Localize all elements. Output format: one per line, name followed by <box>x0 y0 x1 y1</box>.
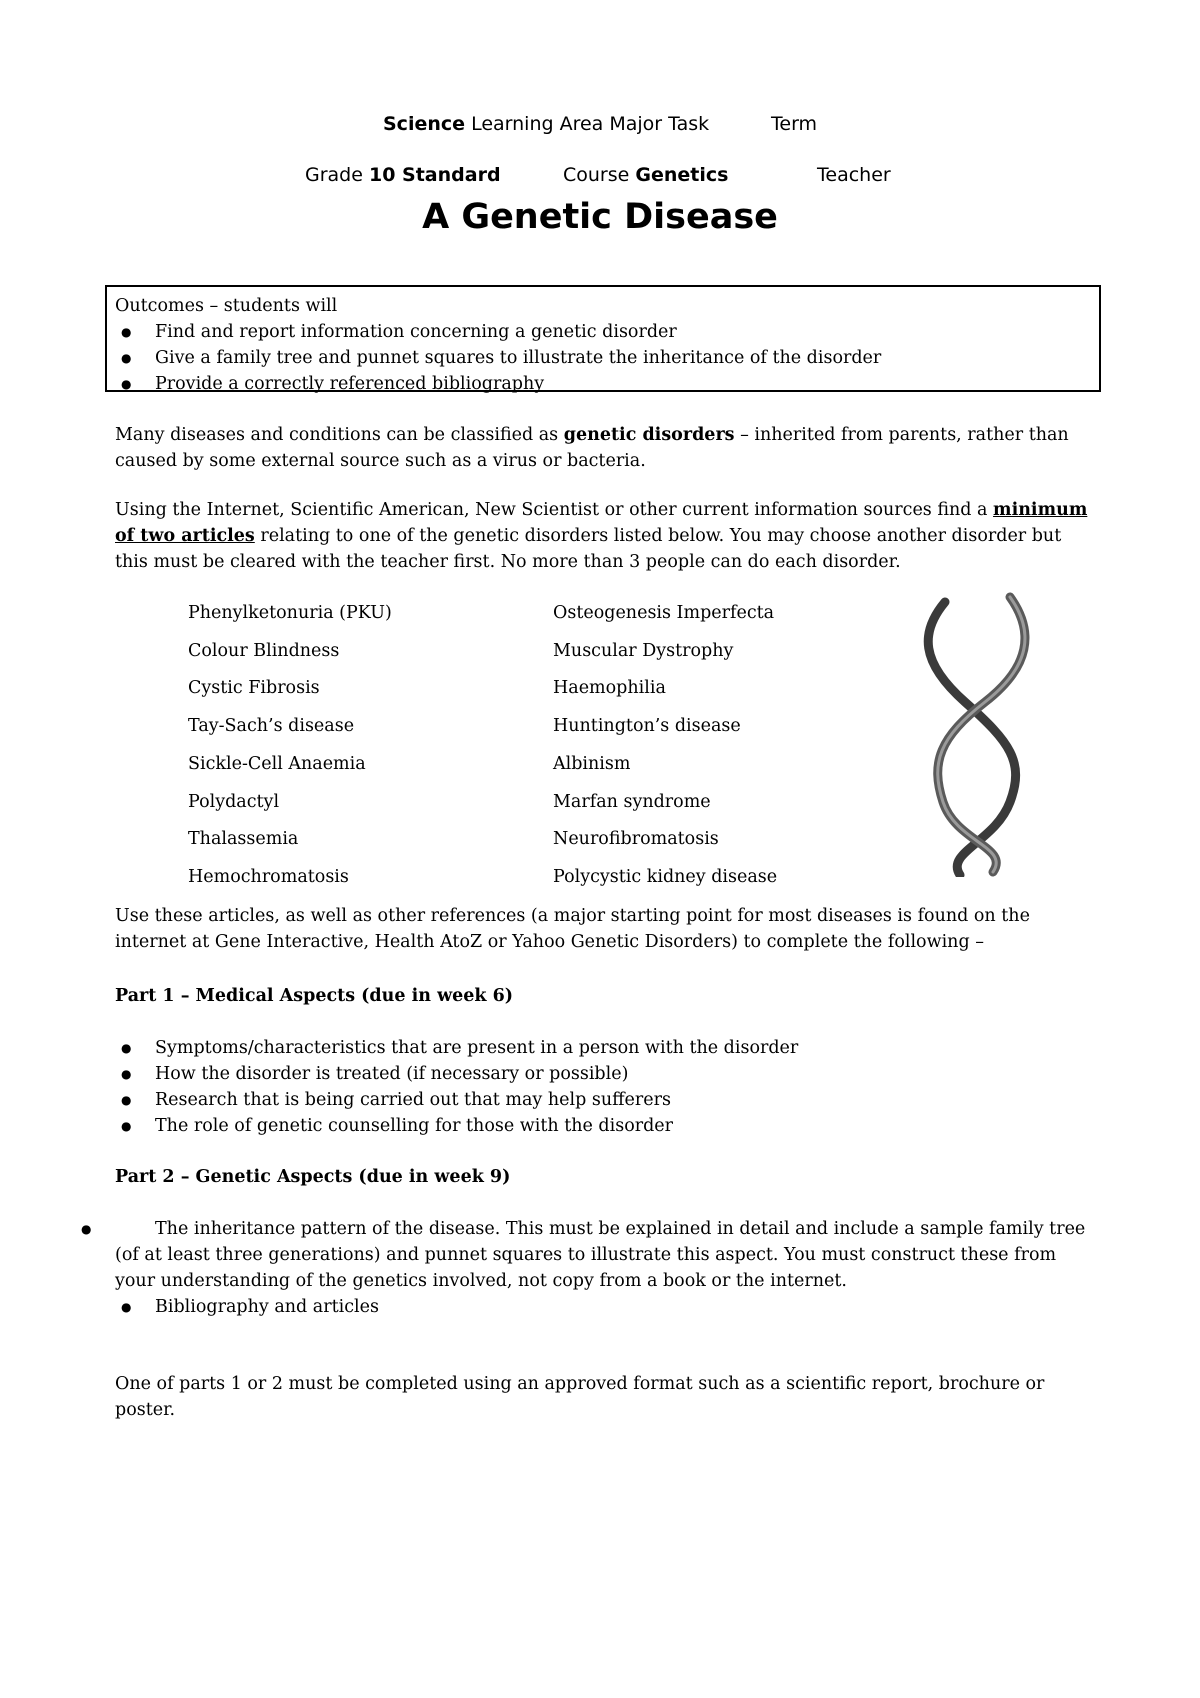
task-type: Learning Area Major Task <box>471 113 710 135</box>
teacher-label: Teacher <box>817 164 891 186</box>
outcomes-heading: Outcomes – students will <box>115 296 338 316</box>
use-articles-paragraph: Use these articles, as well as other references (a major starting point for most diseases is found on the internet at Gene Interactive, Health AtoZ or Yahoo Genetic Disorders) to complete the following – <box>115 906 1030 952</box>
grade-value: 10 Standard <box>368 164 501 186</box>
disorder-item: Thalassemia <box>188 829 299 850</box>
course-label: Course <box>563 164 630 186</box>
page-title: A Genetic Disease <box>422 197 778 237</box>
minimum-articles-emphasis: minimum of two articles <box>115 500 1088 546</box>
part2-item: ● Bibliography and articles <box>115 1294 1100 1320</box>
disorder-item: Polydactyl <box>188 791 280 812</box>
outcome-item: ● Provide a correctly referenced bibliography <box>115 371 1099 397</box>
disorder-item: Marfan syndrome <box>553 791 711 812</box>
disorder-item: Osteogenesis Imperfecta <box>553 603 775 623</box>
disorders-list-right <box>553 595 777 897</box>
dna-helix-icon <box>915 592 1040 877</box>
subject-name: Science <box>383 113 466 135</box>
disorder-item: Muscular Dystrophy <box>553 640 734 661</box>
disorder-item: Albinism <box>553 753 631 774</box>
closing-paragraph: One of parts 1 or 2 must be completed using an approved format such as a scientific report, brochure or poster. <box>115 1374 1045 1420</box>
grade-field <box>305 164 501 186</box>
genetic-disorders-term: genetic disorders <box>563 425 735 445</box>
course-field <box>563 164 728 186</box>
part2-item <box>81 1216 1100 1294</box>
outcome-item: ● Find and report information concerning a genetic disorder <box>115 319 1099 345</box>
part1-item: ● How the disorder is treated (if necessary or possible) <box>115 1061 1095 1087</box>
instructions-paragraph <box>115 497 1095 575</box>
course-value: Genetics <box>635 164 729 186</box>
instructions-text: Using the Internet, Scientific American, New Scientist or other current information sources find a <box>115 500 994 520</box>
instructions-text: relating to one of the genetic disorders listed below. You may choose another disorder but this must be cleared with the teacher first. No more than 3 people can do each disorder. <box>115 526 1062 572</box>
term-label: Term <box>771 113 818 135</box>
intro-text: Many diseases and conditions can be classified as <box>115 425 564 445</box>
bullet-icon: ● <box>81 1222 92 1236</box>
disorder-item: Huntington’s disease <box>553 716 741 737</box>
intro-text: – inherited from parents, rather than caused by some external source such as a virus or bacteria. <box>115 425 1069 471</box>
header-subject-line <box>383 113 709 135</box>
disorder-item: Sickle-Cell Anaemia <box>188 753 366 774</box>
part1-item: ● Research that is being carried out that may help sufferers <box>115 1087 1095 1113</box>
disorder-item: Haemophilia <box>553 678 666 699</box>
outcome-item: ● Give a family tree and punnet squares to illustrate the inheritance of the disorder <box>115 345 1099 371</box>
disorder-item: Hemochromatosis <box>188 866 349 887</box>
disorder-item: Phenylketonuria (PKU) <box>188 603 392 623</box>
part1-item: ● The role of genetic counselling for those with the disorder <box>115 1113 1095 1139</box>
part1-list <box>115 1035 1095 1139</box>
part2-list <box>81 1216 1100 1320</box>
disorder-item: Cystic Fibrosis <box>188 678 320 699</box>
outcomes-box <box>105 285 1101 392</box>
part2-heading: Part 2 – Genetic Aspects (due in week 9) <box>115 1167 511 1187</box>
grade-label: Grade <box>305 164 363 186</box>
disorder-item: Neurofibromatosis <box>553 829 719 850</box>
disorder-item: Polycystic kidney disease <box>553 866 778 887</box>
part1-item: ● Symptoms/characteristics that are present in a person with the disorder <box>115 1035 1095 1061</box>
intro-paragraph <box>115 422 1095 474</box>
disorder-item: Colour Blindness <box>188 640 340 661</box>
part2-item-text: The inheritance pattern of the disease. This must be explained in detail and include a sample family tree (of at least three generations) and punnet squares to illustrate this aspect. You must construct these from your understanding of the genetics involved, not copy from a book or the internet. <box>115 1219 1086 1291</box>
disorders-list-left <box>188 595 392 897</box>
disorder-item: Tay-Sach’s disease <box>188 716 355 737</box>
part1-heading: Part 1 – Medical Aspects (due in week 6) <box>115 986 514 1006</box>
